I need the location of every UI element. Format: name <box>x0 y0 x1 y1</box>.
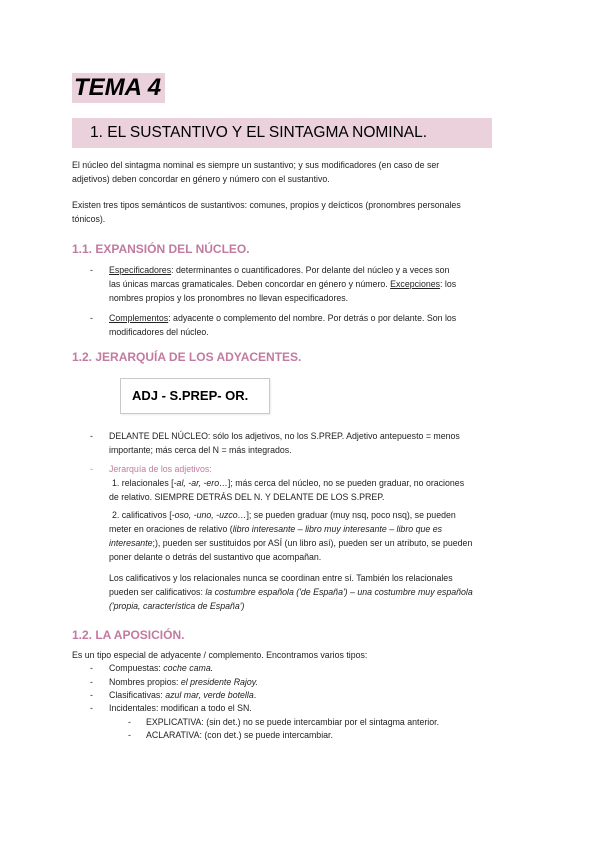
list-bullet: - <box>90 265 93 275</box>
list-text: ]; más cerca del núcleo, no se pueden graduar, no oraciones <box>227 478 465 488</box>
list-bullet: - <box>90 703 93 713</box>
list-item-clasificativas <box>109 688 524 702</box>
suffix-calificativos: -oso, -uno, -uzco… <box>171 510 247 520</box>
list-bullet: - <box>90 677 93 687</box>
list-bullet: - <box>90 313 93 323</box>
paragraph-tipos <box>72 198 532 226</box>
example-text: el presidente Rajoy. <box>180 677 258 687</box>
example-text: interesante <box>109 538 153 548</box>
list-item-nombres-propios <box>109 675 524 689</box>
list-text: Compuestas: <box>109 663 164 673</box>
example-text: azul mar, verde botella <box>165 690 254 700</box>
paragraph-line: adjetivos) deben concordar en género y número con el sustantivo. <box>72 174 330 184</box>
list-text: Clasificativas: <box>109 690 166 700</box>
term-excepciones: Excepciones <box>390 279 441 289</box>
list-text: importante; más cerca del N = más integrados. <box>109 445 292 455</box>
list-text: : adyacente o complemento del nombre. Por detrás o por delante. Son los <box>168 313 457 323</box>
adjetivos-calificativos <box>109 508 524 564</box>
list-item-incidentales: Incidentales: modifican a todo el SN. <box>109 703 252 713</box>
list-text: de relativo. SIEMPRE DETRÁS DEL N. Y DELANTE DE LOS S.PREP. <box>109 492 385 502</box>
example-text: la costumbre española ('de España') – una costumbre muy española <box>205 587 473 597</box>
paragraph-nucleo <box>72 158 532 186</box>
page-title: TEMA 4 <box>72 73 165 103</box>
list-text: : los <box>440 279 457 289</box>
list-item-jerarquia: Jerarquía de los adjetivos: <box>109 464 212 474</box>
list-text: meter en oraciones de relativo ( <box>109 524 233 534</box>
list-text: ]; se pueden graduar (muy nsq, poco nsq), se pueden <box>246 510 456 520</box>
list-text: nombres propios y los pronombres no llevan especificadores. <box>109 293 349 303</box>
example-text: libro interesante – libro muy interesante – libro que es <box>232 524 443 534</box>
hierarchy-box <box>120 378 270 414</box>
list-text: : determinantes o cuantificadores. Por delante del núcleo y a veces son <box>171 265 450 275</box>
list-item-compuestas <box>109 661 524 675</box>
section-heading-aposicion: 1.2. LA APOSICIÓN. <box>72 628 185 642</box>
list-bullet: - <box>90 663 93 673</box>
list-text: poner delante o detrás del sustantivo que acompañan. <box>109 552 322 562</box>
list-text: ;), pueden ser sustituidos por ASÍ (un libro así), pueden ser un atributo, se pueden <box>152 538 473 548</box>
term-especificadores: Especificadores <box>109 265 172 275</box>
list-text: las únicas marcas gramaticales. Deben concordar en género y número. <box>109 279 391 289</box>
list-item-aclarativa: ACLARATIVA: (con det.) se puede intercambiar. <box>146 730 333 740</box>
section-heading-1 <box>72 118 492 148</box>
coordinacion-note <box>109 571 524 613</box>
list-bullet: - <box>90 464 93 474</box>
suffix-relacionales: -al, -ar, -ero… <box>173 478 228 488</box>
paragraph-line: El núcleo del sintagma nominal es siempre un sustantivo; y sus modificadores (en caso de ser <box>72 160 440 170</box>
list-bullet: - <box>90 431 93 441</box>
paragraph-aposicion: Es un tipo especial de adyacente / complemento. Encontramos varios tipos: <box>72 650 368 660</box>
list-item-complementos <box>109 311 524 339</box>
example-text: coche cama. <box>163 663 214 673</box>
hierarchy-box-text: ADJ - S.PREP- OR. <box>132 388 249 403</box>
list-bullet: - <box>128 717 131 727</box>
adjetivos-relacionales <box>109 476 527 504</box>
section-heading-1-2: 1.2. JERARQUÍA DE LOS ADYACENTES. <box>72 350 302 364</box>
list-text: Los calificativos y los relacionales nunca se coordinan entre sí. También los relacionales <box>109 573 453 583</box>
list-text: modificadores del núcleo. <box>109 327 209 337</box>
list-item-delante <box>109 429 524 457</box>
list-text: . <box>253 690 257 700</box>
list-text: 2. calificativos [ <box>112 510 172 520</box>
section-heading-1-1: 1.1. EXPANSIÓN DEL NÚCLEO. <box>72 242 250 256</box>
section-heading-1-text: 1. EL SUSTANTIVO Y EL SINTAGMA NOMINAL. <box>90 124 428 141</box>
list-bullet: - <box>128 730 131 740</box>
term-complementos: Complementos <box>109 313 169 323</box>
paragraph-line: Existen tres tipos semánticos de sustantivos: comunes, propios y deícticos (pronombres personales <box>72 200 461 210</box>
list-bullet: - <box>90 690 93 700</box>
list-item-explicativa: EXPLICATIVA: (sin det.) no se puede intercambiar por el sintagma anterior. <box>146 717 440 727</box>
list-text: 1. relacionales [ <box>112 478 174 488</box>
list-text: pueden ser calificativos: <box>109 587 206 597</box>
example-text: ('propia, característica de España') <box>109 601 245 611</box>
list-text: DELANTE DEL NÚCLEO: sólo los adjetivos, no los S.PREP. Adjetivo antepuesto = menos <box>109 431 460 441</box>
paragraph-line: tónicos). <box>72 214 106 224</box>
list-item-especificadores <box>109 263 524 305</box>
list-text: Nombres propios: <box>109 677 181 687</box>
